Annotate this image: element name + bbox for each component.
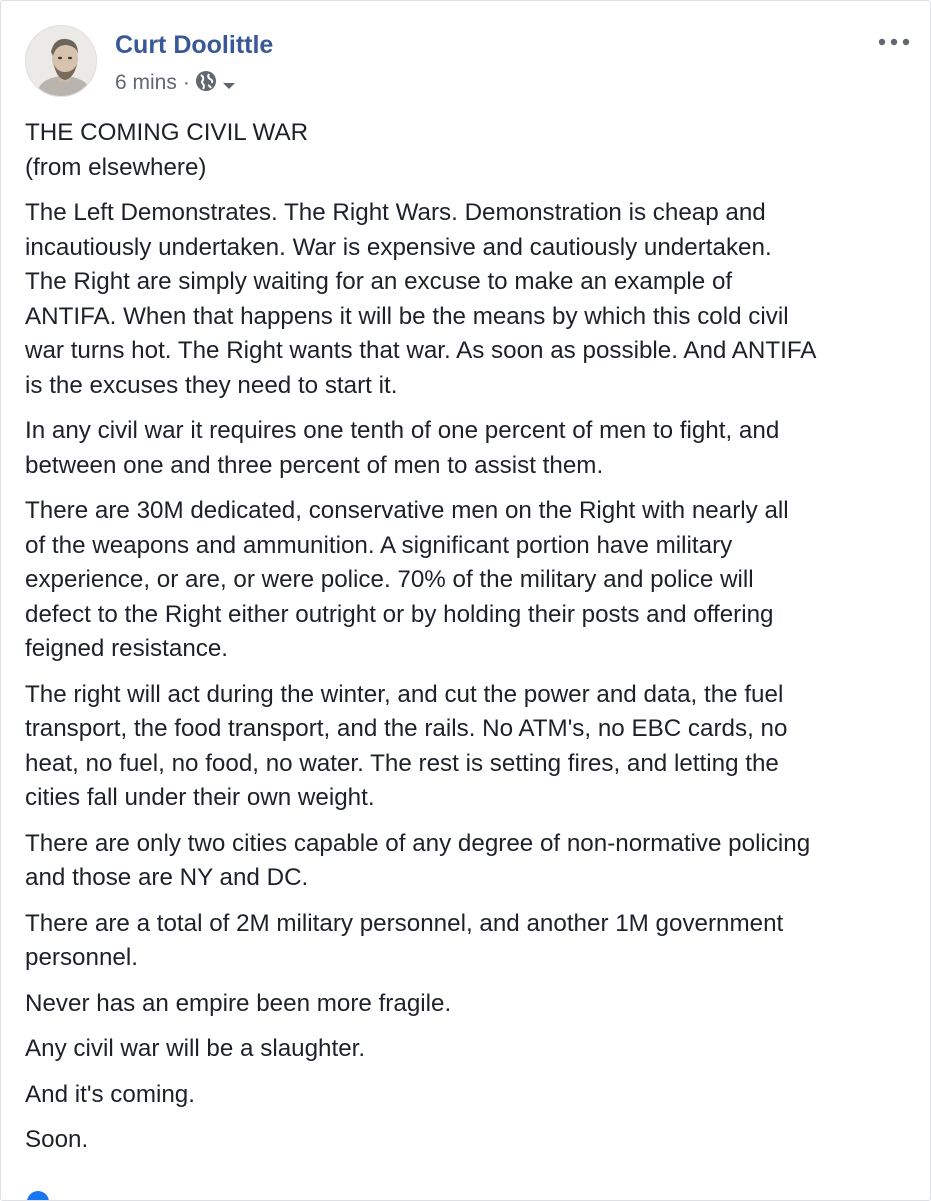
post-paragraph: Any civil war will be a slaughter. (25, 1035, 366, 1062)
post-paragraph: There are only two cities capable of any degree of non-normative policing and those are NY and DC. (25, 829, 811, 891)
post-body (25, 116, 915, 1169)
post-paragraph: Never has an empire been more fragile. (25, 989, 452, 1017)
avatar[interactable] (25, 25, 97, 97)
avatar-photo (26, 26, 96, 96)
post-meta (115, 68, 236, 98)
more-options-icon[interactable] (876, 35, 912, 47)
post-paragraph: Soon. (25, 1126, 89, 1153)
globe-icon[interactable] (195, 70, 217, 98)
meta-separator: · (182, 71, 190, 94)
post-paragraph: There are 30M dedicated, conservative men on the Right with nearly all of the weapons and ammunition. A significant portion have military experience, or are, or were police. 70% of the military and police will defect to the Right either outright or by holding their posts and offering feigned resistance. (25, 497, 789, 662)
post-paragraph: There are a total of 2M military personnel, and another 1M government personnel. (25, 909, 784, 971)
post-header (25, 25, 905, 95)
author-name-link[interactable]: Curt Doolittle (115, 31, 274, 59)
post-paragraph: In any civil war it requires one tenth of one percent of men to fight, and between one and three percent of men to assist them. (25, 417, 780, 479)
chevron-down-icon[interactable] (222, 73, 236, 97)
post-paragraph: THE COMING CIVIL WAR (from elsewhere) (25, 119, 309, 181)
post-paragraph: And it's coming. (25, 1080, 195, 1108)
post-paragraph: The right will act during the winter, and cut the power and data, the fuel transport, the food transport, and the rails. No ATM's, no EBC cards, no heat, no fuel, no food, no water. The rest is setting fires, and letting the cities fall under their own weight. (25, 680, 788, 811)
post-paragraph: The Left Demonstrates. The Right Wars. Demonstration is cheap and incautiously undertaken. War is expensive and cautiously undertaken. The Right are simply waiting for an excuse to make an example of ANTIFA. When that happens it will be the means by which this cold civil war turns hot. The Right wants that war. As soon as possible. And ANTIFA is the excuses they need to start it. (25, 199, 817, 399)
post-timestamp[interactable]: 6 mins (115, 71, 177, 94)
